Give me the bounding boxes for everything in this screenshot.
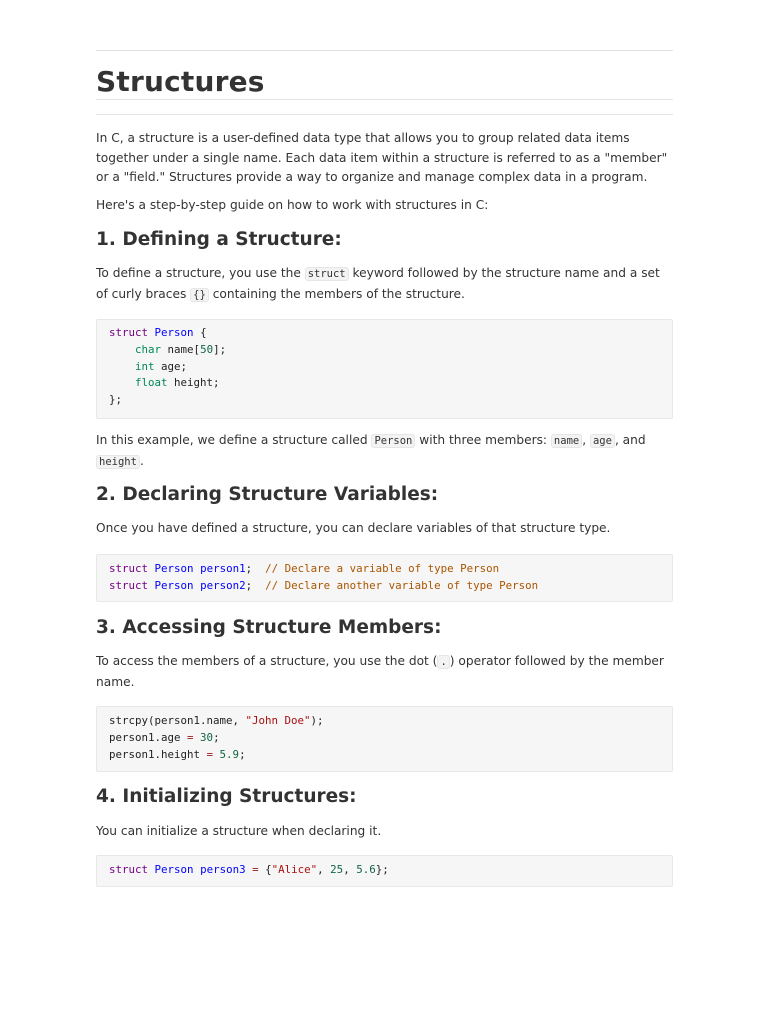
text-fragment: , <box>582 433 587 447</box>
code-keyword: struct <box>109 578 149 592</box>
code-type-name: Person <box>154 578 194 592</box>
code-token: ]; <box>213 342 227 356</box>
inline-code-age: age <box>590 434 615 448</box>
code-variable: person2 <box>200 578 246 592</box>
code-block-initialize <box>96 855 673 887</box>
intro-paragraph: In C, a structure is a user-defined data type that allows you to group related data items together under a single name. Each data item within a structure is referred to as a "member" or a "field." Structures provide a way to organize and manage complex data in a program. <box>96 131 668 184</box>
inline-code-braces: {} <box>190 288 209 302</box>
inline-code-dot: . <box>437 655 449 669</box>
section-defining-explanation <box>96 431 673 472</box>
code-type-name: Person <box>154 863 194 876</box>
code-token: ; <box>239 747 246 761</box>
inline-code-height: height <box>96 455 140 469</box>
inline-code-person: Person <box>371 434 415 448</box>
code-token: person1.age <box>109 730 188 744</box>
section-heading-defining: 1. Defining a Structure: <box>96 229 342 250</box>
code-number: 5.9 <box>219 747 240 761</box>
code-number: 25 <box>330 863 344 876</box>
code-builtin-type: int <box>135 359 155 373</box>
code-operator: = <box>252 863 259 876</box>
code-comment: // Declare a variable of type Person <box>265 562 500 575</box>
code-token: age; <box>161 359 188 373</box>
text-fragment: ) operator followed by the member name. <box>96 654 664 689</box>
code-token: ; <box>245 578 253 592</box>
page-title: Structures <box>96 65 265 98</box>
code-block-struct-definition <box>96 319 673 419</box>
code-content <box>109 862 660 879</box>
section-heading-accessing: 3. Accessing Structure Members: <box>96 617 442 638</box>
code-comment: // Declare another variable of type Person <box>265 578 539 592</box>
section-initializing-text: You can initialize a structure when declaring it. <box>96 824 382 838</box>
code-token: name[ <box>167 342 201 356</box>
code-token: person1.height <box>109 747 207 761</box>
code-keyword: struct <box>109 562 149 575</box>
text-fragment: keyword followed by the structure name and a set of curly braces <box>96 266 660 301</box>
code-token: , <box>343 863 357 876</box>
code-content <box>109 713 660 763</box>
code-token: height; <box>174 376 220 390</box>
text-fragment: To define a structure, you use the <box>96 266 301 280</box>
code-operator: = <box>187 730 194 744</box>
text-fragment: In this example, we define a structure called <box>96 433 368 447</box>
code-number: 30 <box>200 730 214 744</box>
text-fragment: To access the members of a structure, you use the dot ( <box>96 654 438 668</box>
code-builtin-type: char <box>135 342 162 356</box>
code-block-access-members <box>96 706 673 772</box>
code-operator: = <box>206 747 214 761</box>
code-string: "John Doe" <box>245 714 311 727</box>
code-content <box>109 561 660 595</box>
text-fragment: , and <box>614 433 646 447</box>
section-defining-text <box>96 264 673 305</box>
section-heading-declaring: 2. Declaring Structure Variables: <box>96 484 439 505</box>
code-block-declare-variables <box>96 554 673 602</box>
section-accessing-text <box>96 652 673 692</box>
code-token: { <box>265 863 272 876</box>
text-fragment: containing the members of the structure. <box>212 286 465 301</box>
section-declaring-text: Once you have defined a structure, you can declare variables of that structure type. <box>96 521 611 535</box>
code-string: "Alice" <box>271 863 318 876</box>
code-type-name: Person <box>154 326 194 339</box>
code-number: 50 <box>200 342 214 356</box>
code-token: ; <box>213 730 220 744</box>
guide-intro-paragraph: Here's a step-by-step guide on how to work with structures in C: <box>96 198 489 212</box>
code-type-name: Person <box>154 562 194 575</box>
code-token: , <box>317 863 331 876</box>
top-divider <box>96 50 673 51</box>
code-token: }; <box>375 863 389 876</box>
code-token: strcpy(person1.name, <box>109 714 246 727</box>
inline-code-name: name <box>551 434 582 448</box>
code-token: { <box>200 326 207 339</box>
title-underline-secondary <box>96 114 673 115</box>
inline-code-struct: struct <box>305 267 349 281</box>
code-number: 5.6 <box>356 863 376 876</box>
code-token: ; <box>245 562 253 575</box>
title-underline <box>96 99 673 100</box>
code-builtin-type: float <box>135 376 168 390</box>
code-variable: person1 <box>200 562 246 575</box>
code-token: ); <box>310 714 324 727</box>
code-keyword: struct <box>109 326 149 339</box>
section-heading-initializing: 4. Initializing Structures: <box>96 786 357 807</box>
text-fragment: with three members: <box>419 433 548 447</box>
code-keyword: struct <box>109 863 149 876</box>
code-token: }; <box>109 393 123 407</box>
text-fragment: . <box>139 453 144 468</box>
code-content <box>109 325 660 409</box>
code-variable: person3 <box>200 863 246 876</box>
